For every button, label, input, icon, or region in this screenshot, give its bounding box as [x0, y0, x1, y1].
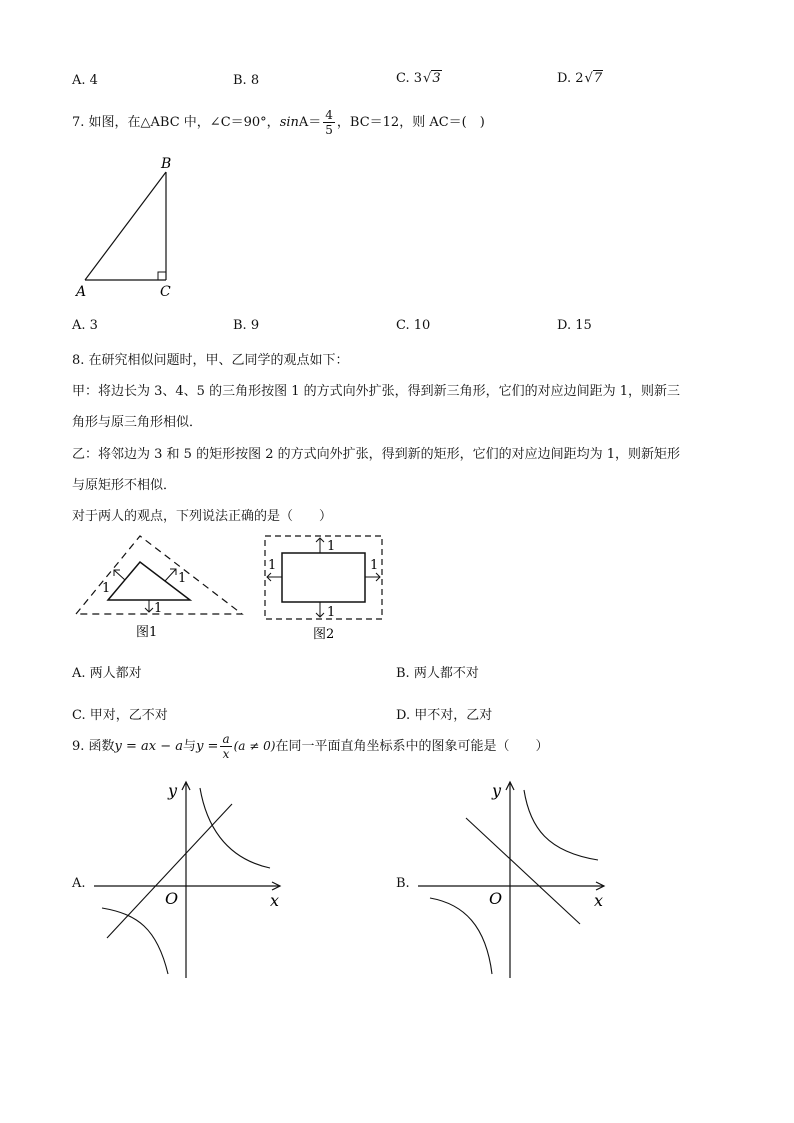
q9-frac-den: x — [222, 747, 230, 761]
q6-option-d-coef: 2 — [575, 71, 584, 86]
q6-option-c-radicand: 3 — [432, 71, 441, 86]
hyperbola-branch-2 — [102, 908, 168, 974]
q7-frac-num: 4 — [325, 108, 333, 122]
q7-angle: A＝ — [298, 115, 322, 130]
linear-function — [466, 818, 580, 924]
q7-option-c: C. 10 — [396, 318, 431, 333]
q8-title: 8. 在研究相似问题时，甲、乙同学的观点如下： — [72, 353, 349, 368]
q7-stem-post: ，BC＝12，则 AC＝( ) — [336, 115, 485, 130]
q8-option-a: A. 两人都对 — [72, 666, 142, 681]
axis-x-label: x — [270, 891, 280, 910]
q8-figure-2 — [262, 532, 387, 647]
q7-stem — [72, 105, 485, 141]
fig1-dist-left: 1 — [102, 581, 111, 596]
fig2-dist-left: 1 — [268, 558, 277, 573]
q7-stem-pre: 7. 如图，在△ABC 中，∠C＝90°， — [72, 115, 280, 130]
q9-func2-y: y = — [196, 739, 219, 754]
fig1-dist-bottom: 1 — [154, 601, 163, 616]
q6-option-d-prefix: D. — [557, 71, 572, 86]
q8-yi-line2: 与原矩形不相似． — [72, 478, 177, 493]
q8-figure-1 — [70, 532, 250, 647]
q6-option-a: A. 4 — [72, 73, 98, 88]
q6-option-c-prefix: C. — [396, 71, 410, 86]
vertex-c: C — [160, 284, 171, 300]
q9-fraction — [220, 733, 231, 760]
q6-option-c — [396, 71, 442, 86]
q7-frac-den: 5 — [325, 123, 333, 137]
axis-x-label: x — [594, 891, 604, 910]
origin-label: O — [165, 889, 179, 908]
axis-y-label: y — [168, 781, 178, 800]
q9-graph-b-label: B. — [396, 876, 410, 891]
linear-function — [107, 804, 232, 938]
right-angle-mark — [158, 272, 166, 280]
q6-option-d-radicand: 7 — [593, 71, 603, 86]
q7-triangle-figure — [70, 150, 190, 305]
hyperbola-branch-2 — [430, 898, 492, 974]
vertex-a: A — [76, 284, 87, 300]
q9-stem-post: 在同一平面直角坐标系中的图象可能是（ ） — [275, 739, 549, 754]
fig1-caption: 图1 — [136, 625, 158, 640]
q9-stem-mid: 与 — [183, 739, 197, 754]
q9-graph-b — [416, 778, 616, 983]
q6-option-d — [557, 71, 603, 86]
hyperbola-branch-1 — [200, 788, 270, 868]
q9-stem-pre: 9. 函数 — [72, 739, 115, 754]
q9-condition: (a ≠ 0) — [233, 739, 276, 753]
q7-fraction — [323, 109, 335, 136]
q8-option-c: C. 甲对，乙不对 — [72, 708, 168, 723]
q9-func1: y = ax − a — [114, 739, 184, 754]
arrow-right — [165, 569, 176, 581]
q8-option-b: B. 两人都不对 — [396, 666, 479, 681]
origin-label: O — [489, 889, 503, 908]
q8-option-d: D. 甲不对，乙对 — [396, 708, 493, 723]
q9-frac-num: a — [222, 732, 230, 746]
q7-option-b: B. 9 — [233, 318, 260, 333]
q9-graph-a — [92, 778, 292, 983]
q8-yi-line1: 乙：将邻边为 3 和 5 的矩形按图 2 的方式向外扩张，得到新的矩形，它们的对应边间距均为 1，则新矩形 — [72, 447, 681, 462]
fig2-dist-top: 1 — [327, 539, 336, 554]
q7-option-a: A. 3 — [72, 318, 98, 333]
arrow-left — [114, 570, 125, 580]
fig2-caption: 图2 — [313, 627, 335, 642]
q6-option-c-coef: 3 — [413, 71, 423, 86]
q8-jia-line1: 甲：将边长为 3、4、5 的三角形按图 1 的方式向外扩张，得到新三角形，它们的对应边间距为 1，则新三 — [72, 384, 681, 399]
original-rectangle — [282, 553, 365, 602]
q7-option-d: D. 15 — [557, 318, 592, 333]
hyperbola-branch-1 — [524, 790, 598, 860]
q8-jia-line2: 角形与原三角形相似． — [72, 415, 203, 430]
q9-stem — [72, 728, 548, 765]
fig1-dist-right: 1 — [178, 571, 187, 586]
q6-option-b: B. 8 — [233, 73, 260, 88]
q9-graph-a-label: A. — [72, 876, 86, 891]
sqrt-icon: √ — [423, 71, 432, 86]
sqrt-icon: √ — [584, 71, 593, 86]
fig2-dist-bottom: 1 — [327, 605, 336, 620]
q8-question: 对于两人的观点，下列说法正确的是（ ） — [72, 509, 333, 524]
side-ab — [85, 172, 166, 280]
q7-sin: sin — [279, 115, 299, 130]
axis-y-label: y — [492, 781, 502, 800]
fig2-dist-right: 1 — [370, 558, 379, 573]
vertex-b: B — [161, 156, 172, 172]
